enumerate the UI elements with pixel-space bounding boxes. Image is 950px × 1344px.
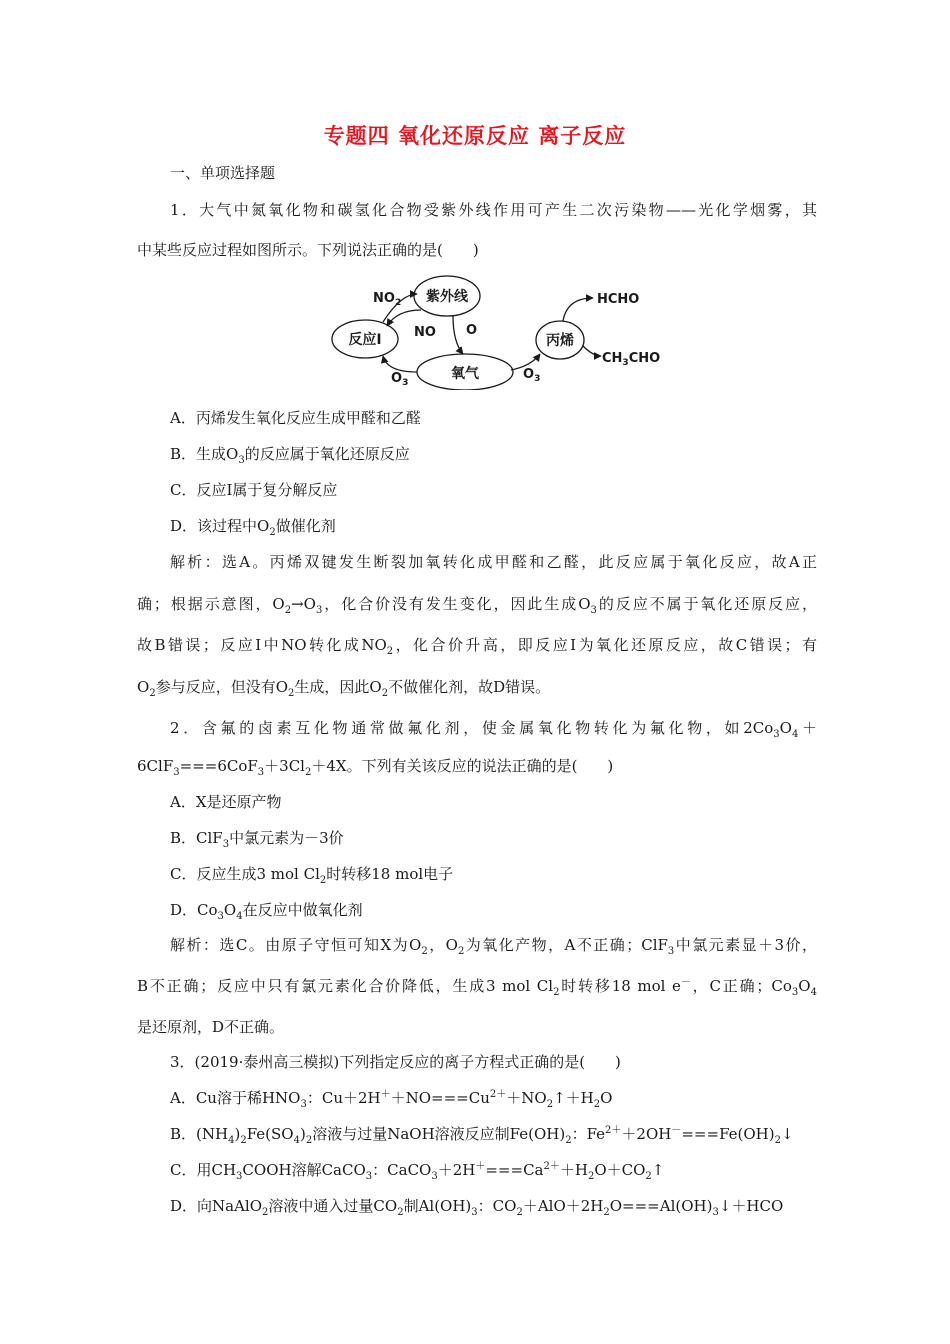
svg-text:NO2: $NO_2$ <box>373 291 402 308</box>
arrow-oxygen-to-r1 <box>383 356 417 372</box>
q2-stem-line1: 2．含氟的卤素互化物通常做氟化剂，使金属氧化物转化为氟化物，如$2Co_3O_4+$ <box>170 719 817 740</box>
q1-analysis-line4: $O_2$参与反应，但没有$O_2$生成，因此$O_2$不做催化剂，故D错误。 <box>137 678 551 699</box>
svg-text:O3: $O_3$ <box>523 367 541 384</box>
q1-stem-line1: 1．大气中氮氧化物和碳氢化合物受紫外线作用可产生二次污染物——光化学烟雾，其 <box>170 201 817 219</box>
arrow-uv-to-r1 <box>387 310 421 326</box>
label-no: NO <box>414 325 436 340</box>
q3-option-c: C．用$CH_3COOH$溶解CaCO$_3$：$CaCO_3+2H^+===Ca^{2+}+H_2O+CO_2↑$ <box>170 1161 665 1182</box>
q1-option-a: A．丙烯发生氧化反应生成甲醛和乙醛 <box>170 409 421 427</box>
q3-stem: 3．(2019·泰州高三模拟)下列指定反应的离子方程式正确的是( ) <box>170 1053 621 1071</box>
page-title: 专题四 氧化还原反应 离子反应 <box>323 124 627 148</box>
label-ch3cho: CH <box>602 351 623 366</box>
section-heading: 一、单项选择题 <box>170 164 276 182</box>
q1-option-c: C．反应Ⅰ属于复分解反应 <box>170 481 338 499</box>
q2-option-d: D．$Co_3O_4$在反应中做氧化剂 <box>170 901 363 922</box>
arrow-propene-to-ch3cho <box>583 346 601 356</box>
q1-analysis-line3: 故B错误；反应Ⅰ中NO转化成$NO_2$，化合价升高，即反应Ⅰ为氧化还原反应，故C错误；有 <box>137 636 818 657</box>
label-o: O <box>466 323 478 338</box>
label-oxygen: 氧气 <box>451 366 479 382</box>
q2-analysis-line3: 是还原剂，D不正确。 <box>137 1018 285 1036</box>
svg-text:CH3CHO: $CH_3CHO$ <box>602 351 661 368</box>
q3-option-a: A．Cu溶于稀$HNO_3$：$Cu+2H^++NO===Cu^{2+}+NO_2↑+H_2O$ <box>170 1089 613 1110</box>
q2-analysis-line2: B不正确；反应中只有氯元素化合价降低，生成3 mol $Cl_2$时转移18 mol e－，C正确；$Co_3O_4$ <box>137 977 817 998</box>
q2-analysis-line1: 解析：选C。由原子守恒可知X为$O_2$，$O_2$为氧化产物，A不正确；ClF$_3$中氯元素显＋3价， <box>170 936 817 957</box>
q1-analysis-line1: 解析：选A。丙烯双键发生断裂加氧转化成甲醛和乙醛，此反应属于氧化反应，故A正 <box>170 553 817 571</box>
arrow-uv-to-oxygen <box>453 316 463 354</box>
label-o3-left: O <box>391 371 403 386</box>
label-uv: 紫外线 <box>426 289 468 305</box>
q1-option-b: B．生成$O_3$的反应属于氧化还原反应 <box>170 445 410 466</box>
label-hcho: HCHO <box>597 292 640 307</box>
label-no2: NO <box>373 291 395 306</box>
q2-stem-line2: $6ClF_3===6CoF_3+3Cl_2+4X$。下列有关该反应的说法正确的是( ) <box>137 757 614 778</box>
q1-stem-line2: 中某些反应过程如图所示。下列说法正确的是( ) <box>137 241 479 259</box>
label-o3-right: O <box>523 367 535 382</box>
q2-option-c: C．反应生成3 mol $Cl_2$时转移18 mol电子 <box>170 865 454 886</box>
svg-text:O3: $O_3$ <box>391 371 409 388</box>
arrow-propene-to-hcho <box>563 298 593 321</box>
q2-option-a: A．X是还原产物 <box>170 793 282 811</box>
label-reaction-i: 反应Ⅰ <box>348 332 382 348</box>
q2-option-b: B．ClF$_3$中氯元素为－3价 <box>170 829 344 850</box>
q3-option-b: B．$(NH_4)_2Fe(SO_4)_2$溶液与过量NaOH溶液反应制$Fe(OH)_2$：$Fe^{2+}+2OH^-===Fe(OH)_2↓$ <box>170 1125 794 1146</box>
label-propene: 丙烯 <box>546 333 574 349</box>
reaction-diagram <box>325 268 665 390</box>
q1-option-d: D．该过程中$O_2$做催化剂 <box>170 517 336 538</box>
q3-option-d: D．向NaAlO$_2$溶液中通入过量$CO_2$制$Al(OH)_3$：$CO_2+AlO+2H_2O===Al(OH)_3↓+HCO$ <box>170 1197 784 1218</box>
q1-analysis-line2: 确；根据示意图，$O_2\to O_3$，化合价没有发生变化，因此生成$O_3$的反应不属于氧化还原反应， <box>137 595 817 616</box>
